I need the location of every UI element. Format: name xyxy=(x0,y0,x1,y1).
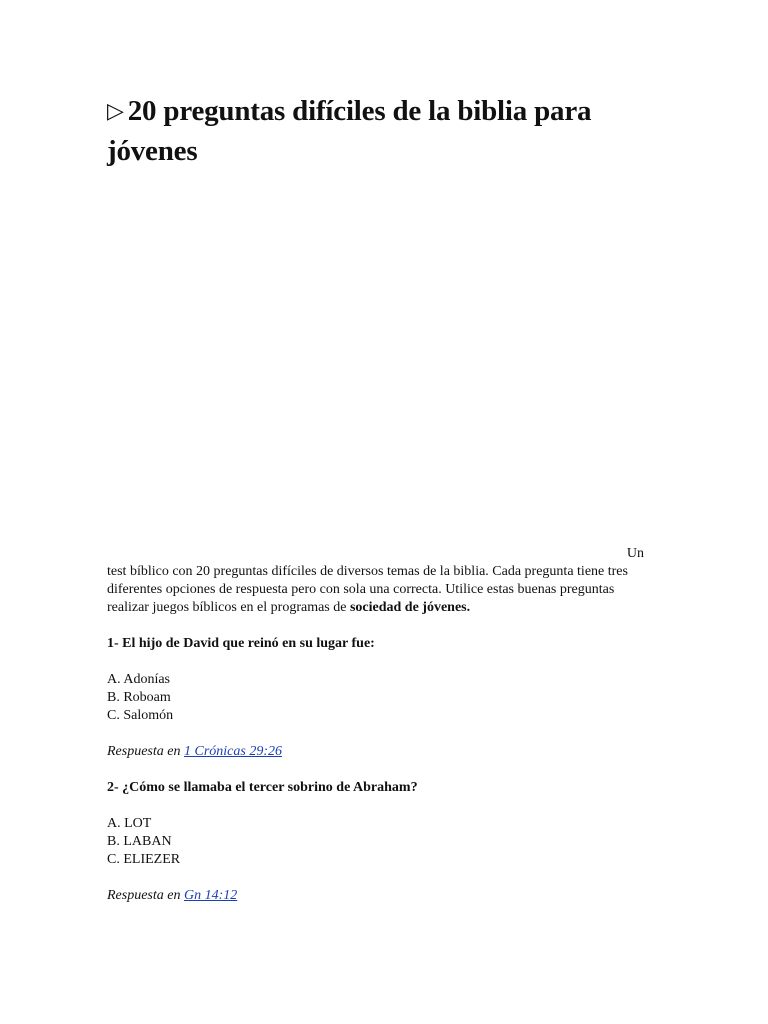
question-title: 2- ¿Cómo se llamaba el tercer sobrino de Abraham? xyxy=(107,780,418,795)
intro-text: test bíblico con 20 preguntas difíciles de diversos temas de la biblia. Cada pregunta tiene tres diferentes opciones de respuesta pero con sola una correcta. Utilice estas buenas preguntas realizar juegos bíblicos en el programas de xyxy=(107,564,628,615)
intro-bold-text: sociedad de jóvenes. xyxy=(349,600,471,615)
answer-prefix: Respuesta en xyxy=(107,888,184,903)
option-a: A. LOT xyxy=(107,816,152,831)
answer-line xyxy=(107,887,647,905)
intro-paragraph xyxy=(107,545,647,617)
blank-image-area xyxy=(107,170,647,545)
title-line-2: jóvenes xyxy=(107,135,198,167)
option-c: C. ELIEZER xyxy=(107,852,181,867)
intro-first-word: Un xyxy=(626,546,644,561)
answer-reference-link[interactable]: 1 Crónicas 29:26 xyxy=(183,744,282,759)
option-a: A. Adonías xyxy=(107,672,170,687)
question-title: 1- El hijo de David que reinó en su lugar fue: xyxy=(107,636,375,651)
page-title xyxy=(107,92,647,170)
play-triangle-outline-icon: ▷ xyxy=(107,98,124,123)
options-list xyxy=(107,815,647,869)
title-line-1: 20 preguntas difíciles de la biblia para xyxy=(127,95,592,127)
document-page xyxy=(107,92,647,905)
question-block-2 xyxy=(107,779,647,905)
answer-prefix: Respuesta en xyxy=(107,744,184,759)
option-b: B. Roboam xyxy=(107,690,171,705)
option-b: B. LABAN xyxy=(107,834,172,849)
options-list xyxy=(107,671,647,725)
answer-reference-link[interactable]: Gn 14:12 xyxy=(183,888,238,903)
option-c: C. Salomón xyxy=(107,708,174,723)
question-block-1 xyxy=(107,635,647,761)
answer-line xyxy=(107,743,647,761)
